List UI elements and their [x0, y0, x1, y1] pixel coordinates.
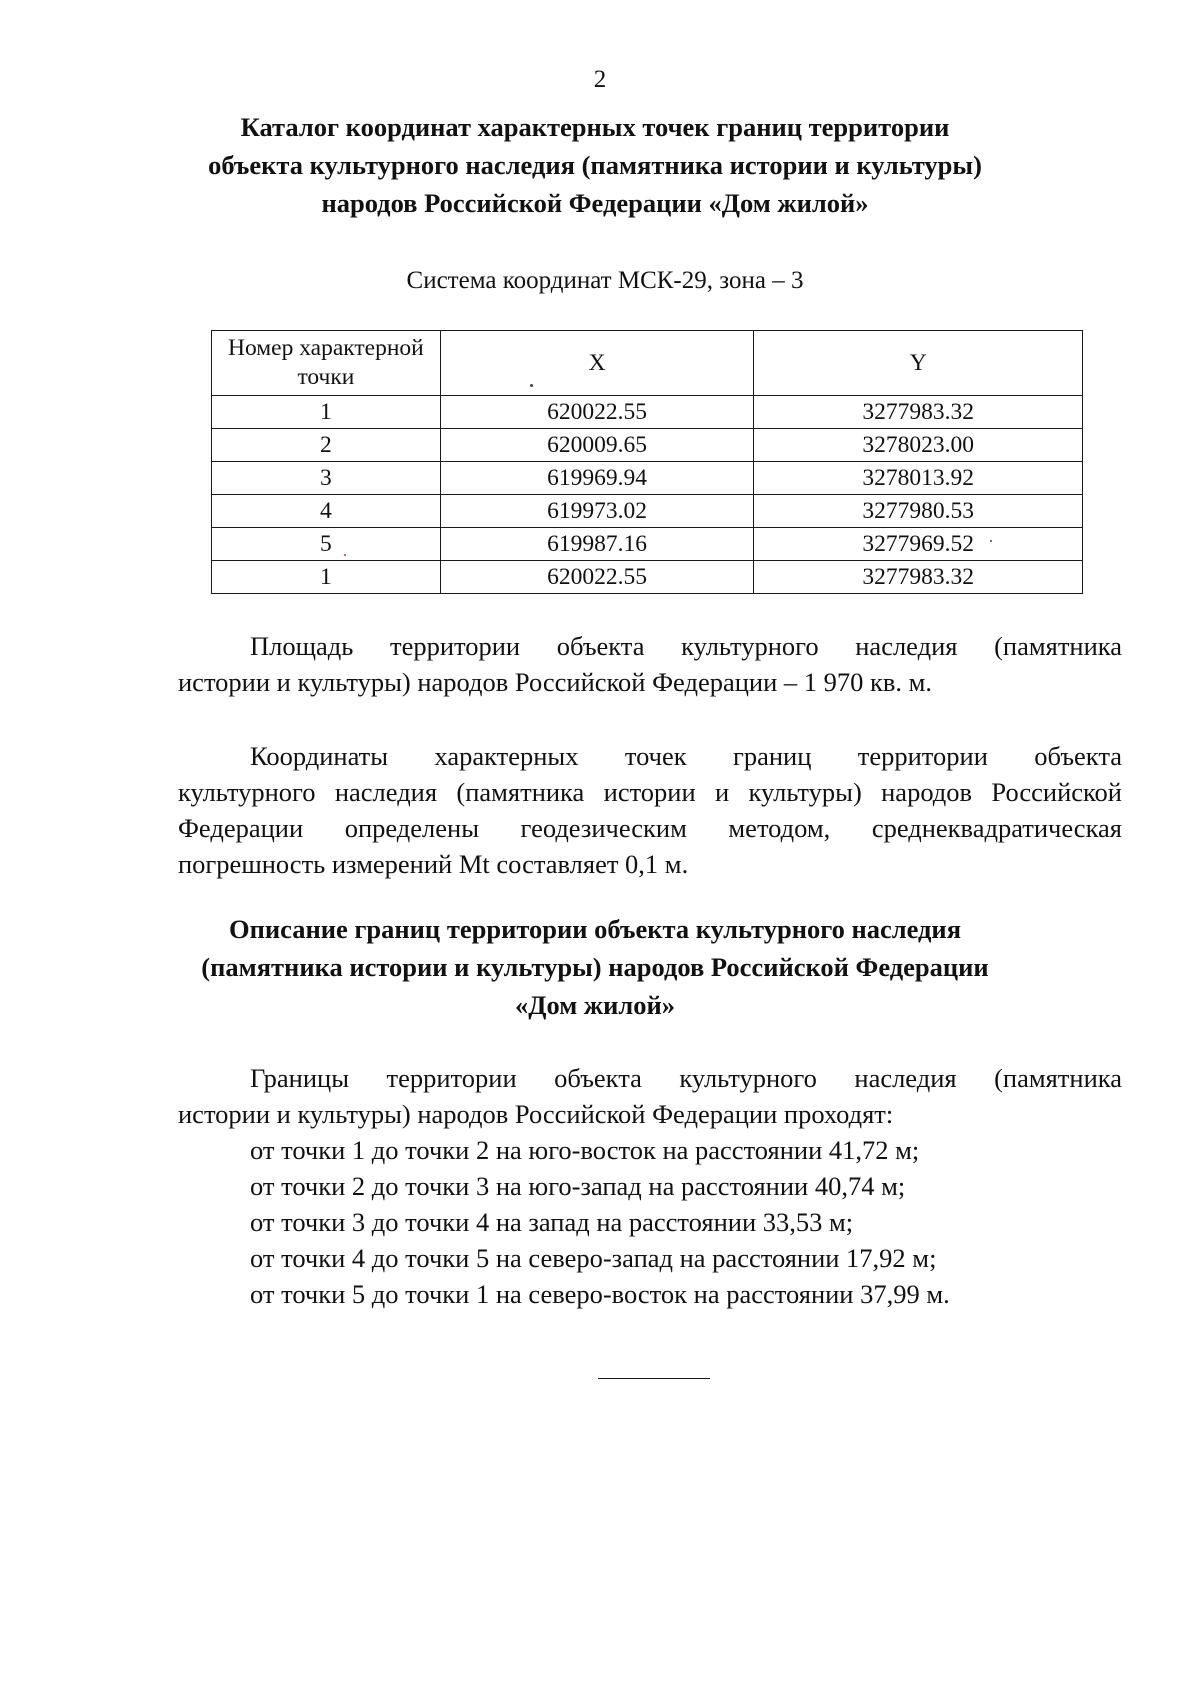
page-number: 2: [593, 66, 607, 93]
scan-speck: [990, 540, 992, 542]
table-row: [212, 495, 1083, 528]
list-item: от точки 2 до точки 3 на юго-запад на расстоянии 40,74 м;: [250, 1171, 906, 1201]
catalog-heading-line: Каталог координат характерных точек границ территории: [240, 112, 950, 142]
table-row: [212, 396, 1083, 429]
coordinates-table: [211, 330, 1083, 594]
method-paragraph: [178, 738, 1122, 882]
description-heading-line: (памятника истории и культуры) народов Российской Федерации: [201, 952, 989, 982]
cell-x: 620022.55: [440, 396, 754, 429]
description-heading-line: «Дом жилой»: [514, 990, 676, 1020]
table-row: [212, 561, 1083, 594]
cell-x: 620022.55: [440, 561, 754, 594]
coordinate-system-label: Система координат МСК-29, зона – 3: [406, 267, 804, 294]
cell-x: 619969.94: [440, 462, 754, 495]
list-item: от точки 4 до точки 5 на северо-запад на расстоянии 17,92 м;: [250, 1243, 937, 1273]
paragraph-line: истории и культуры) народов Российской Федерации – 1 970 кв. м.: [178, 667, 933, 697]
cell-point: 2: [212, 429, 441, 462]
paragraph-line: Границы территории объекта культурного наследия (памятника: [250, 1063, 1122, 1093]
cell-y: 3277969.52: [754, 528, 1083, 561]
catalog-heading-line: народов Российской Федерации «Дом жилой»: [321, 188, 869, 218]
header-point-line1: Номер характерной: [228, 335, 424, 361]
paragraph-line: культурного наследия (памятника истории и культуры) народов Российской: [178, 777, 1122, 807]
cell-point: 5: [212, 528, 441, 561]
description-heading: [145, 910, 1045, 1024]
table-row: [212, 528, 1083, 561]
cell-x: 619973.02: [440, 495, 754, 528]
cell-y: 3277983.32: [754, 396, 1083, 429]
list-item: от точки 3 до точки 4 на запад на расстоянии 33,53 м;: [250, 1207, 854, 1237]
table-row: [212, 429, 1083, 462]
catalog-heading-line: объекта культурного наследия (памятника истории и культуры): [208, 150, 982, 180]
paragraph-line: Координаты характерных точек границ территории объекта: [250, 741, 1122, 771]
list-item: от точки 1 до точки 2 на юго-восток на расстоянии 41,72 м;: [250, 1135, 920, 1165]
scan-speck: [344, 554, 346, 556]
paragraph-line: погрешность измерений Mt составляет 0,1 м.: [178, 849, 689, 879]
table-header-row: [212, 331, 1083, 396]
header-y: Y: [754, 331, 1083, 396]
scan-speck: [530, 384, 533, 387]
header-point-number: [212, 331, 441, 396]
boundaries-paragraph: [178, 1060, 1122, 1132]
cell-y: 3277980.53: [754, 495, 1083, 528]
paragraph-line: Федерации определены геодезическим методом, среднеквадратическая: [178, 813, 1122, 843]
description-heading-line: Описание границ территории объекта культурного наследия: [228, 914, 962, 944]
cell-x: 620009.65: [440, 429, 754, 462]
list-item: от точки 5 до точки 1 на северо-восток на расстоянии 37,99 м.: [250, 1279, 950, 1309]
paragraph-line: Площадь территории объекта культурного наследия (памятника: [250, 631, 1122, 661]
end-of-text-rule: [598, 1378, 710, 1379]
cell-point: 4: [212, 495, 441, 528]
area-paragraph: [178, 628, 1122, 700]
catalog-heading: [145, 108, 1045, 222]
cell-y: 3278013.92: [754, 462, 1083, 495]
cell-point: 1: [212, 561, 441, 594]
cell-y: 3278023.00: [754, 429, 1083, 462]
cell-x: 619987.16: [440, 528, 754, 561]
table-row: [212, 462, 1083, 495]
paragraph-line: истории и культуры) народов Российской Федерации проходят:: [178, 1099, 894, 1129]
header-x: X: [440, 331, 754, 396]
cell-point: 3: [212, 462, 441, 495]
cell-y: 3277983.32: [754, 561, 1083, 594]
header-point-line2: точки: [297, 364, 355, 390]
boundary-segments-list: [250, 1132, 1120, 1312]
cell-point: 1: [212, 396, 441, 429]
